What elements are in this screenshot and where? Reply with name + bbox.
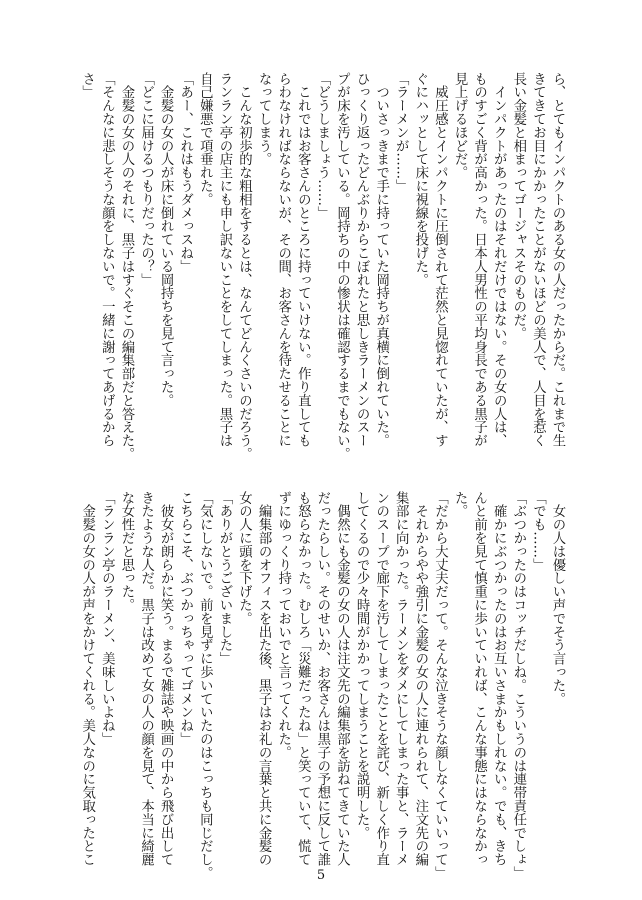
text-line: ひっくり返ったどんぶりからこぼれたと思しきラーメンのスー xyxy=(354,72,370,448)
page-number: 5 xyxy=(316,868,326,883)
text-line: だったらしい。そのせいか、お客さんは黒子の予想に反して誰 xyxy=(314,491,330,867)
text-line: 長い金髪と相まってゴージャスそのものだ。 xyxy=(510,72,526,340)
text-line: 女の人に頭を下げた。 xyxy=(236,491,252,625)
text-line: してくるので少々時間がかかってしまうことを説明した。 xyxy=(354,491,370,840)
text-line: 「ラーメンが……」 xyxy=(393,72,409,193)
text-line: 「ぶつかったのはコッチだしね。こういうのは連帯責任でしょ」 xyxy=(510,491,526,880)
text-line: 女の人は優しい声でそう言った。 xyxy=(550,491,565,706)
text-line: ものすごく背が高かった。日本人男性の平均身長である黒子が xyxy=(471,72,487,448)
text-line: 偶然にも金髪の女の人は注文先の編集部を訪ねてきていた人 xyxy=(334,491,350,867)
text-line: 見上げるほどだ。 xyxy=(452,72,468,180)
text-line: 確かにぶつかったのはお互いさまかもしれない。でも、きち xyxy=(491,491,507,867)
text-line: さ」 xyxy=(79,72,95,99)
text-line: 金髪の女の人のそれに、黒子はすぐそこの編集部だと答えた。 xyxy=(118,72,134,461)
text-line: それからやや強引に金髪の女の人に連れられて、注文先の編 xyxy=(412,491,428,867)
text-line: ずにゆっくり持っておいでと言ってくれた。 xyxy=(275,491,291,759)
text-line: ら、とてもインパクトのある女の人だったからだ。これまで生 xyxy=(550,72,565,448)
text-line: 金髪の女の人が床に倒れている岡持ちを見て言った。 xyxy=(158,72,174,407)
text-line: も怒らなかった。むしろ「災難だったね」と笑っていて、慌て xyxy=(295,491,311,867)
text-line: 「どこに届けるつもりだったの？」 xyxy=(138,72,154,287)
text-block-lower xyxy=(79,491,567,880)
text-line: らわなければならないが、その間、お客さんを待たせることに xyxy=(275,72,291,448)
text-line: 集部に向かった。ラーメンをダメにしてしまった事と、ラーメ xyxy=(393,491,409,867)
text-line: ついさっきまで手に持っていた岡持ちが真横に倒れていた。 xyxy=(373,72,389,448)
text-block-upper xyxy=(79,72,567,461)
text-line: 「そんなに悲しそうな顔をしないで。一緒に謝ってあげるから xyxy=(99,72,115,448)
text-line: きたような人だ。黒子は改めて女の人の顔を見て、本当に綺麗 xyxy=(138,491,154,867)
text-line: インパクトがあったのはそれだけではない。その女の人は、 xyxy=(491,72,507,448)
text-line: ランラン亭の店主にも申し訳ないことをしてしまった。黒子は xyxy=(216,72,232,448)
text-line: 金髪の女の人が声をかけてくれる。美人なのに気取ったとこ xyxy=(79,491,95,867)
text-line: プが床を汚している。岡持ちの中の惨状は確認するまでもない。 xyxy=(334,72,350,461)
text-line: きてきてお目にかかったことがないほどの美人で、人目を惹く xyxy=(530,72,546,448)
text-line: こちらこそ、ぶつかっちゃってゴメンね」 xyxy=(177,491,193,746)
text-line: んと前を見て慎重に歩いていれば、こんな事態にはならなかっ xyxy=(471,491,487,867)
text-line: 編集部のオフィスを出た後、黒子はお礼の言葉と共に金髪の xyxy=(256,491,272,867)
text-line: 「でも……」 xyxy=(530,491,546,572)
text-line: 「あー、これはもうダメっスね」 xyxy=(177,72,193,273)
text-line: こんな初歩的な粗相をするとは、なんてどんくさいのだろう。 xyxy=(236,72,252,461)
text-line: 「ありがとうございました」 xyxy=(216,491,232,666)
text-line: 「どうしましょう……」 xyxy=(314,72,330,220)
text-line: 「だから大丈夫だって。そんな泣きそうな顔しなくていいって」 xyxy=(432,491,448,880)
text-line: なってしまう。 xyxy=(256,72,272,166)
text-line: 自己嫌悪で項垂れた。 xyxy=(197,72,213,206)
text-line: ぐにハッとして床に視線を投げた。 xyxy=(412,72,428,287)
text-line: これではお客さんのところに持っていけない。作り直しても xyxy=(295,72,311,448)
text-line: 彼女が朗らかに笑う。まるで雑誌や映画の中から飛び出して xyxy=(158,491,174,867)
text-line: た。 xyxy=(452,491,468,518)
text-line: 「気にしないで。前を見ずに歩いていたのはこっちも同じだし。 xyxy=(197,491,213,880)
text-line: 「ランラン亭のラーメン、美味しいよね」 xyxy=(99,491,115,746)
text-line: ンのスープで廊下を汚してしまったことを詫び、新しく作り直 xyxy=(373,491,389,867)
text-line: 威圧感とインパクトに圧倒されて茫然と見惚れていたが、す xyxy=(432,72,448,448)
text-line: な女性だと思った。 xyxy=(118,491,134,612)
